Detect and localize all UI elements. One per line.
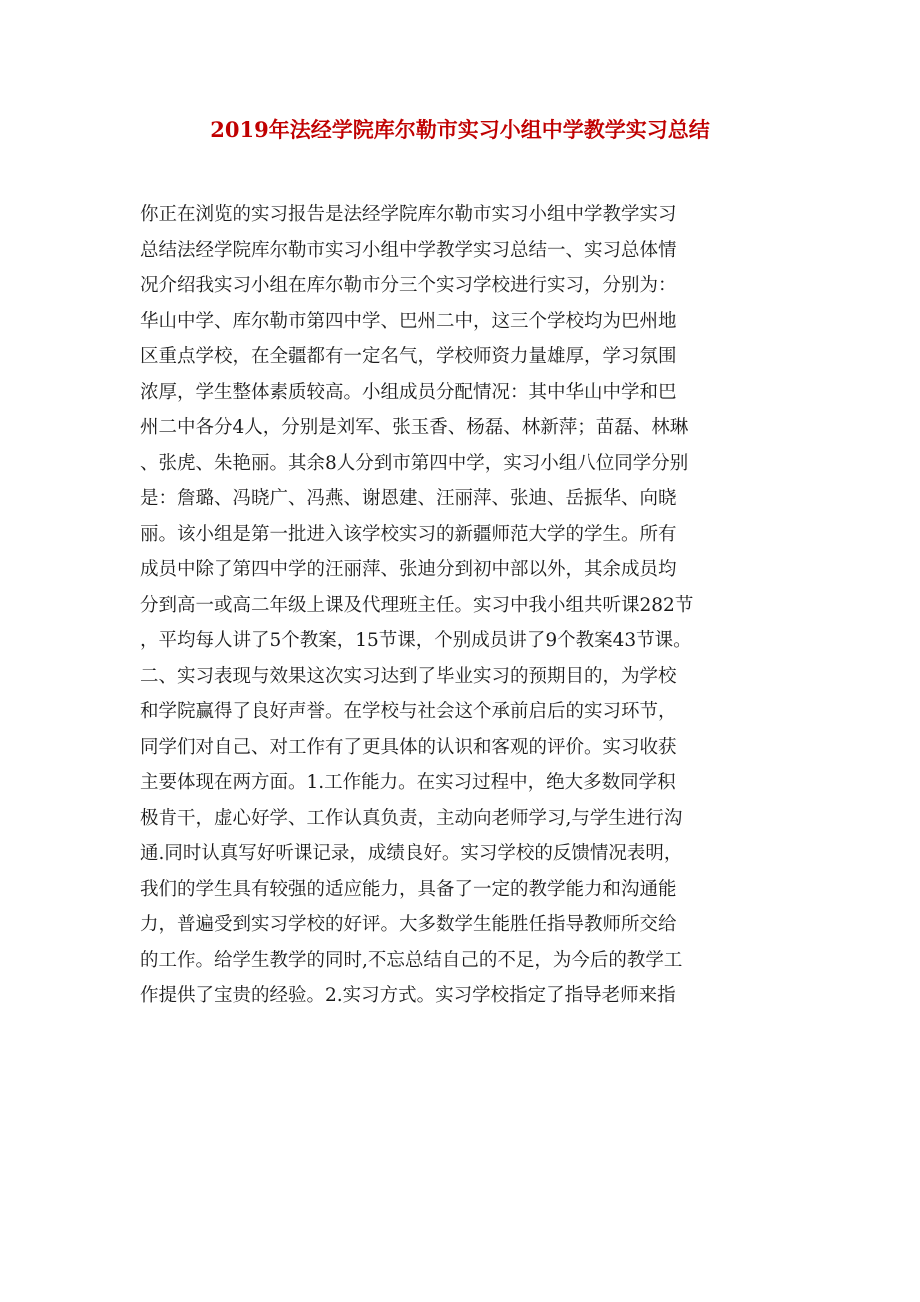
body-line: 作提供了宝贵的经验。2.实习方式。实习学校指定了指导老师来指 bbox=[140, 985, 676, 1006]
body-line: 况介绍我实习小组在库尔勒市分三个实习学校进行实习，分别为： bbox=[140, 275, 677, 296]
document-title: 2019年法经学院库尔勒市实习小组中学教学实习总结 bbox=[210, 117, 710, 142]
body-line: 州二中各分4人，分别是刘军、张玉香、杨磊、林新萍；苗磊、林琳 bbox=[140, 417, 689, 438]
body-line: ，平均每人讲了5个教案，15节课，个别成员讲了9个教案43节课。 bbox=[140, 630, 692, 651]
body-line: 区重点学校，在全疆都有一定名气，学校师资力量雄厚，学习氛围 bbox=[140, 346, 677, 367]
body-line: 通.同时认真写好听课记录，成绩良好。实习学校的反馈情况表明， bbox=[140, 843, 683, 864]
body-line: 二、实习表现与效果这次实习达到了毕业实习的预期目的，为学校 bbox=[140, 665, 677, 687]
document-body bbox=[140, 197, 780, 1014]
body-line: 极肯干，虚心好学、工作认真负责，主动向老师学习,与学生进行沟 bbox=[140, 807, 683, 829]
body-line: 成员中除了第四中学的汪丽萍、张迪分到初中部以外，其余成员均 bbox=[140, 559, 677, 580]
body-line: 分到高一或高二年级上课及代理班主任。实习中我小组共听课282节 bbox=[140, 594, 694, 616]
body-line: 浓厚，学生整体素质较高。小组成员分配情况：其中华山中学和巴 bbox=[140, 381, 677, 403]
body-line: 的工作。给学生教学的同时,不忘总结自己的不足，为今后的教学工 bbox=[140, 949, 683, 971]
body-line: 丽。该小组是第一批进入该学校实习的新疆师范大学的学生。所有 bbox=[140, 523, 677, 545]
body-line: 你正在浏览的实习报告是法经学院库尔勒市实习小组中学教学实习 bbox=[140, 204, 677, 225]
body-line: 同学们对自己、对工作有了更具体的认识和客观的评价。实习收获 bbox=[140, 736, 677, 758]
body-line: 力，普遍受到实习学校的好评。大多数学生能胜任指导教师所交给 bbox=[140, 914, 677, 935]
body-line: 主要体现在两方面。1.工作能力。在实习过程中，绝大多数同学积 bbox=[140, 772, 676, 793]
body-line: 总结法经学院库尔勒市实习小组中学教学实习总结一、实习总体情 bbox=[140, 239, 677, 261]
body-line: 华山中学、库尔勒市第四中学、巴州二中，这三个学校均为巴州地 bbox=[140, 310, 677, 332]
body-line: 和学院赢得了良好声誉。在学校与社会这个承前启后的实习环节， bbox=[140, 701, 677, 722]
body-line: 是：詹璐、冯晓广、冯燕、谢恩建、汪丽萍、张迪、岳振华、向晓 bbox=[140, 488, 677, 509]
body-line: 我们的学生具有较强的适应能力，具备了一定的教学能力和沟通能 bbox=[140, 878, 677, 900]
body-line: 、张虎、朱艳丽。其余8人分到市第四中学，实习小组八位同学分别 bbox=[140, 452, 689, 474]
